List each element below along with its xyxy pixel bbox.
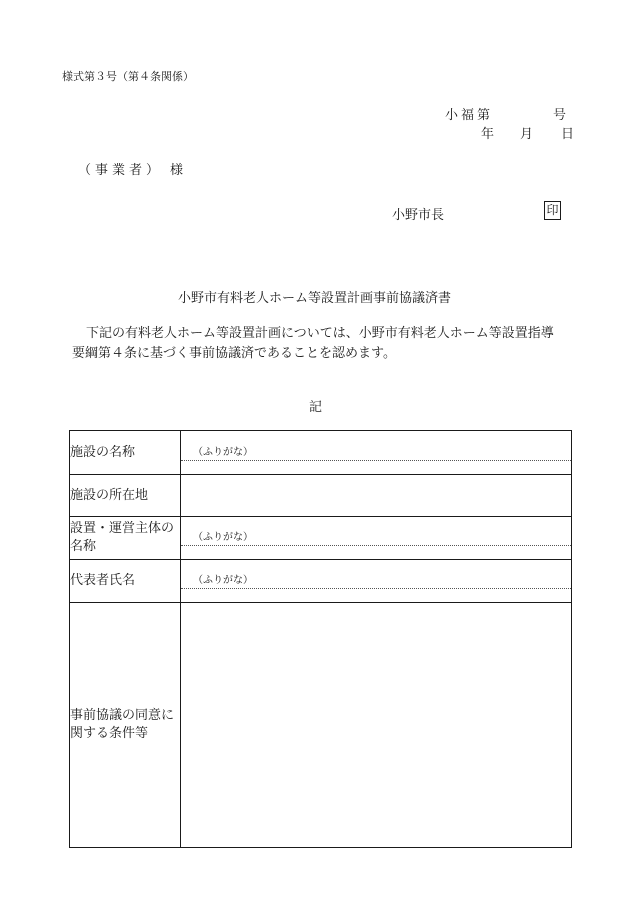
consent-conditions-field[interactable] (181, 603, 572, 848)
consultation-form-table (69, 430, 572, 848)
representative-name-label: 代表者氏名 (70, 560, 181, 603)
document-number-suffix: 号 (553, 108, 567, 123)
facility-address-label: 施設の所在地 (70, 475, 181, 517)
facility-name-field[interactable] (181, 431, 572, 475)
seal-mark: 印 (544, 201, 561, 220)
facility-name-furigana-label: （ふりがな） (181, 445, 571, 461)
recipient-name: （事業者） (78, 163, 164, 178)
representative-name-furigana-label: （ふりがな） (181, 573, 571, 589)
operator-name-furigana-label: （ふりがな） (181, 530, 571, 546)
facility-address-field[interactable] (181, 475, 572, 517)
recipient-honorific: 様 (170, 163, 184, 178)
operator-name-field[interactable] (181, 517, 572, 560)
representative-name-field[interactable] (181, 560, 572, 603)
body-text-line-1: 下記の有料老人ホーム等設置計画については、小野市有料老人ホーム等設置指導 (86, 326, 554, 341)
table-row-facility-name (70, 431, 572, 475)
document-number-label: 小福第 (445, 108, 494, 123)
consent-conditions-label: 事前協議の同意に関する条件等 (70, 603, 181, 848)
table-row-operator-name (70, 517, 572, 560)
date-month-label: 月 (520, 127, 534, 142)
ki-heading: 記 (309, 400, 323, 415)
date-year-label: 年 (481, 127, 495, 142)
table-row-facility-address (70, 475, 572, 517)
operator-name-label: 設置・運営主体の名称 (70, 517, 181, 560)
issuer-title: 小野市長 (392, 208, 445, 223)
table-row-representative-name (70, 560, 572, 603)
form-number: 様式第３号（第４条関係） (62, 70, 194, 83)
body-text-line-2: 要綱第４条に基づく事前協議済であることを認めます。 (72, 346, 396, 361)
table-row-consent-conditions (70, 603, 572, 848)
document-title: 小野市有料老人ホーム等設置計画事前協議済書 (178, 291, 452, 306)
facility-name-label: 施設の名称 (70, 431, 181, 475)
date-day-label: 日 (561, 127, 575, 142)
